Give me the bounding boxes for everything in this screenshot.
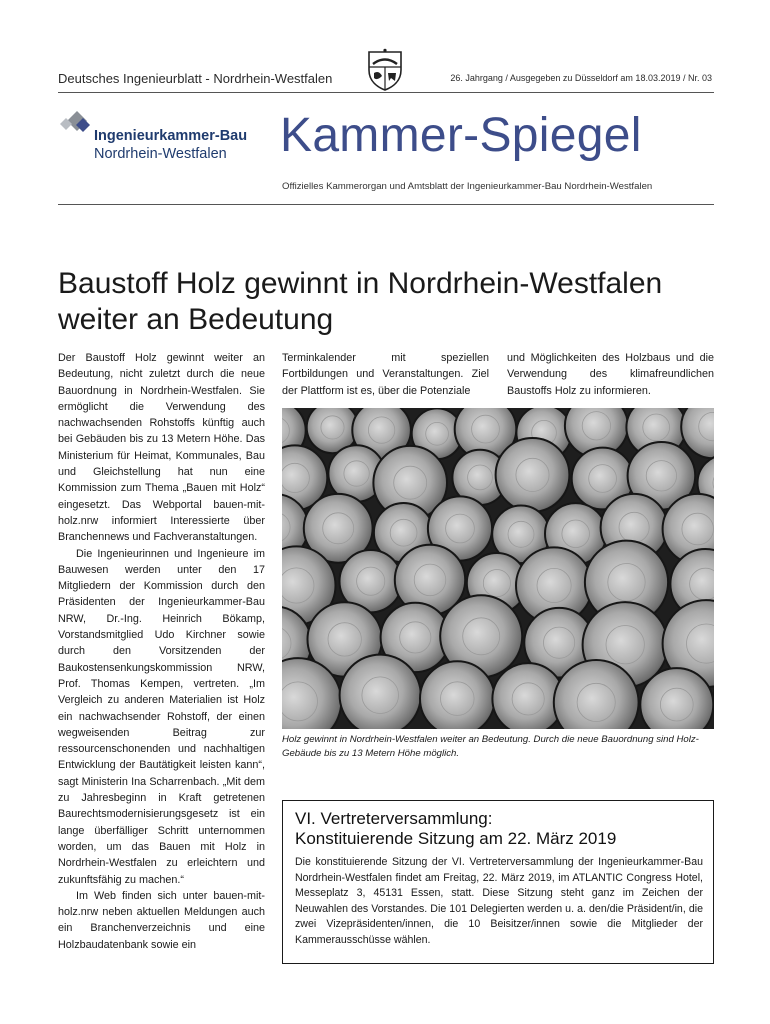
paragraph-2: Die Ingenieurinnen und Ingenieure im Bauwesen werden unter den 17 Mitgliedern der Kommission durch den Präsidenten der Ingenieurkammer-Bau NRW, Dr.-Ing. Heinrich Bökamp, Vorstandsmitglied Udo Kirchner sowie durch den Vorsitzenden der Baukostensenkungskommission NRW, Prof. Thomas Kempen, vertreten. „Im Vergleich zu anderen Materialien ist Holz ein nachwachsender Rohstoff, der einen wegweisenden Beitrag zur ressourcenschonenden und nachhaltigen Entwicklung der Bautätigkeit leisten kann“, sagt Ministerin Ina Scharrenbach. „Mit dem zu Jahresbeginn in Kraft getretenen Baurechtsmodernisierungsgesetz ist ein lange überfälliger Schritt unternommen worden, um das Bauen mit Holz in Nordrhein-Westfalen zu erleichtern und zukunftsfähig zu machen.“ [58,547,265,886]
log-end [420,661,495,729]
publication-name: Deutsches Ingenieurblatt - Nordrhein-Westfalen [58,71,333,86]
issue-info: 26. Jahrgang / Ausgegeben zu Düsseldorf am 18.03.2019 / Nr. 03 [450,73,712,83]
paragraph-3: Im Web finden sich unter bauen-mit-holz.nrw neben aktuellen Meldungen auch ein Branchenverzeichnis und eine Holzbaudatenbank sowie ein [58,889,265,951]
masthead-subtitle: Offizielles Kammerorgan und Amtsblatt der Ingenieurkammer-Bau Nordrhein-Westfalen [282,181,653,192]
masthead-rule [58,204,714,205]
masthead-title: Kammer-Spiegel [280,109,642,162]
notice-title-line2: Konstituierende Sitzung am 22. März 2019 [295,829,617,848]
ingenieurkammer-logo-icon [57,110,91,136]
article-column-1 [58,350,265,953]
log-end [340,655,421,729]
paragraph-1: Der Baustoff Holz gewinnt weiter an Bedeutung, nicht zuletzt durch die neue Bauordnung in Nordrhein-Westfalen. Sie ermöglicht die Verwendung des nachwachsenden Rohstoffs künftig auch bei Gebäuden bis zu 13 Metern Höhe. Das Ministerium für Heimat, Kommunales, Bau und Gleichstellung hat nun eine Kommission zum Thema „Bauen mit Holz“ eingesetzt. Das Webportal bauen-mit-holz.nrw informiert Interessierte über Branchennews und Fachveranstaltungen. [58,352,265,544]
timber-logs-photo [282,408,714,729]
org-name-line1: Ingenieurkammer-Bau [94,128,248,144]
headline-line1: Baustoff Holz gewinnt in Nordrhein-Westfalen [58,267,663,300]
article-headline [58,266,718,338]
notice-title [295,809,705,849]
log-end [496,438,570,512]
photo-caption: Holz gewinnt in Nordrhein-Westfalen weiter an Bedeutung. Durch die neue Bauordnung sind Holz-Gebäude bis zu 13 Metern Höhe möglich. [282,734,699,759]
log-end [492,663,564,729]
article-column-2: Terminkalender mit speziellen Fortbildungen und Veranstaltungen. Ziel der Plattform ist es, über die Potenziale [282,352,489,397]
log-pile-illustration [282,408,714,729]
header-rule [58,92,714,93]
log-end [640,668,713,729]
article-column-3: und Möglichkeiten des Holzbaus und die Verwendung des klimafreundlichen Baustoffs Holz zu informieren. [507,352,714,397]
org-name-line2: Nordrhein-Westfalen [94,146,227,162]
notice-box [282,800,714,964]
notice-text: Die konstituierende Sitzung der VI. Vertreterversammlung der Ingenieurkammer-Bau Nordrhein-Westfalen findet am Freitag, 22. März 2019, im ATLANTIC Congress Hotel, Messeplatz 3, 45131 Essen, statt. Diese Sitzung steht ganz im Zeichen der Neuwahlen des Vorstandes. Die 101 Delegierten werden u. a. den/die Präsident/in, die zwei Vizepräsidenten/innen, die 10 Beisitzer/innen sowie die Mitglieder der Kammerausschüsse wählen. [295,856,703,946]
notice-title-line1: VI. Vertreterversammlung: [295,809,493,828]
nrw-coat-of-arms-icon [365,48,405,92]
headline-line2: weiter an Bedeutung [58,303,334,336]
